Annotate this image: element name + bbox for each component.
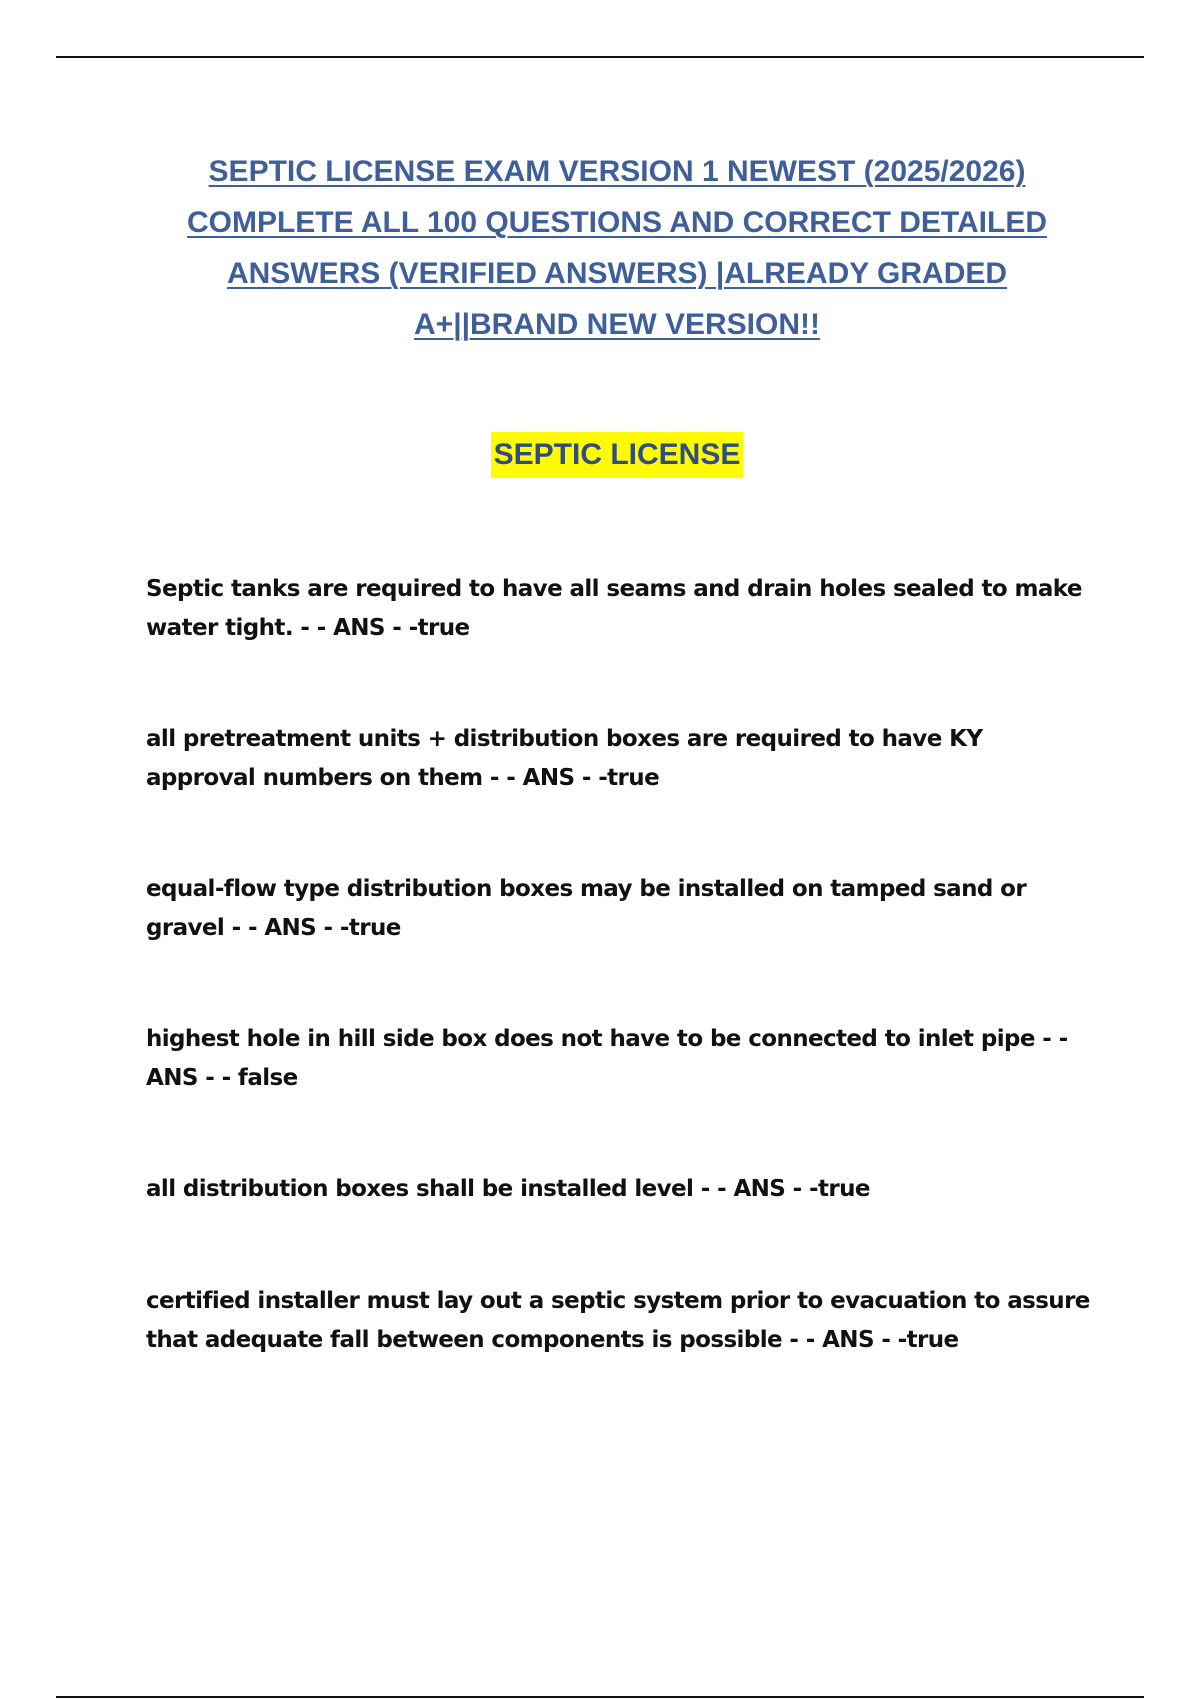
section-heading-wrap <box>0 432 1200 478</box>
title-line: A+||BRAND NEW VERSION!! <box>414 308 820 341</box>
question-item: Septic tanks are required to have all seams and drain holes sealed to make water tight. - - ANS - -true <box>146 576 1082 641</box>
title-line: COMPLETE ALL 100 QUESTIONS AND CORRECT DETAILED <box>186 206 1048 239</box>
bottom-rule <box>56 1696 1144 1698</box>
document-title <box>120 146 1114 350</box>
question-item: highest hole in hill side box does not have to be connected to inlet pipe - - ANS - - false <box>146 1026 1068 1091</box>
question-item: certified installer must lay out a septic system prior to evacuation to assure that adequate fall between components is possible - - ANS - -true <box>146 1288 1090 1353</box>
question-item: all distribution boxes shall be installed level - - ANS - -true <box>146 1176 870 1202</box>
title-line: ANSWERS (VERIFIED ANSWERS) |ALREADY GRADED <box>226 257 1008 290</box>
title-line: SEPTIC LICENSE EXAM VERSION 1 NEWEST (2025/2026) <box>208 155 1026 188</box>
question-item: all pretreatment units + distribution boxes are required to have KY approval numbers on them - - ANS - -true <box>146 726 983 791</box>
question-item: equal-flow type distribution boxes may be installed on tamped sand or gravel - - ANS - -true <box>146 876 1027 941</box>
top-rule <box>56 56 1144 58</box>
section-heading: SEPTIC LICENSE <box>491 432 744 478</box>
